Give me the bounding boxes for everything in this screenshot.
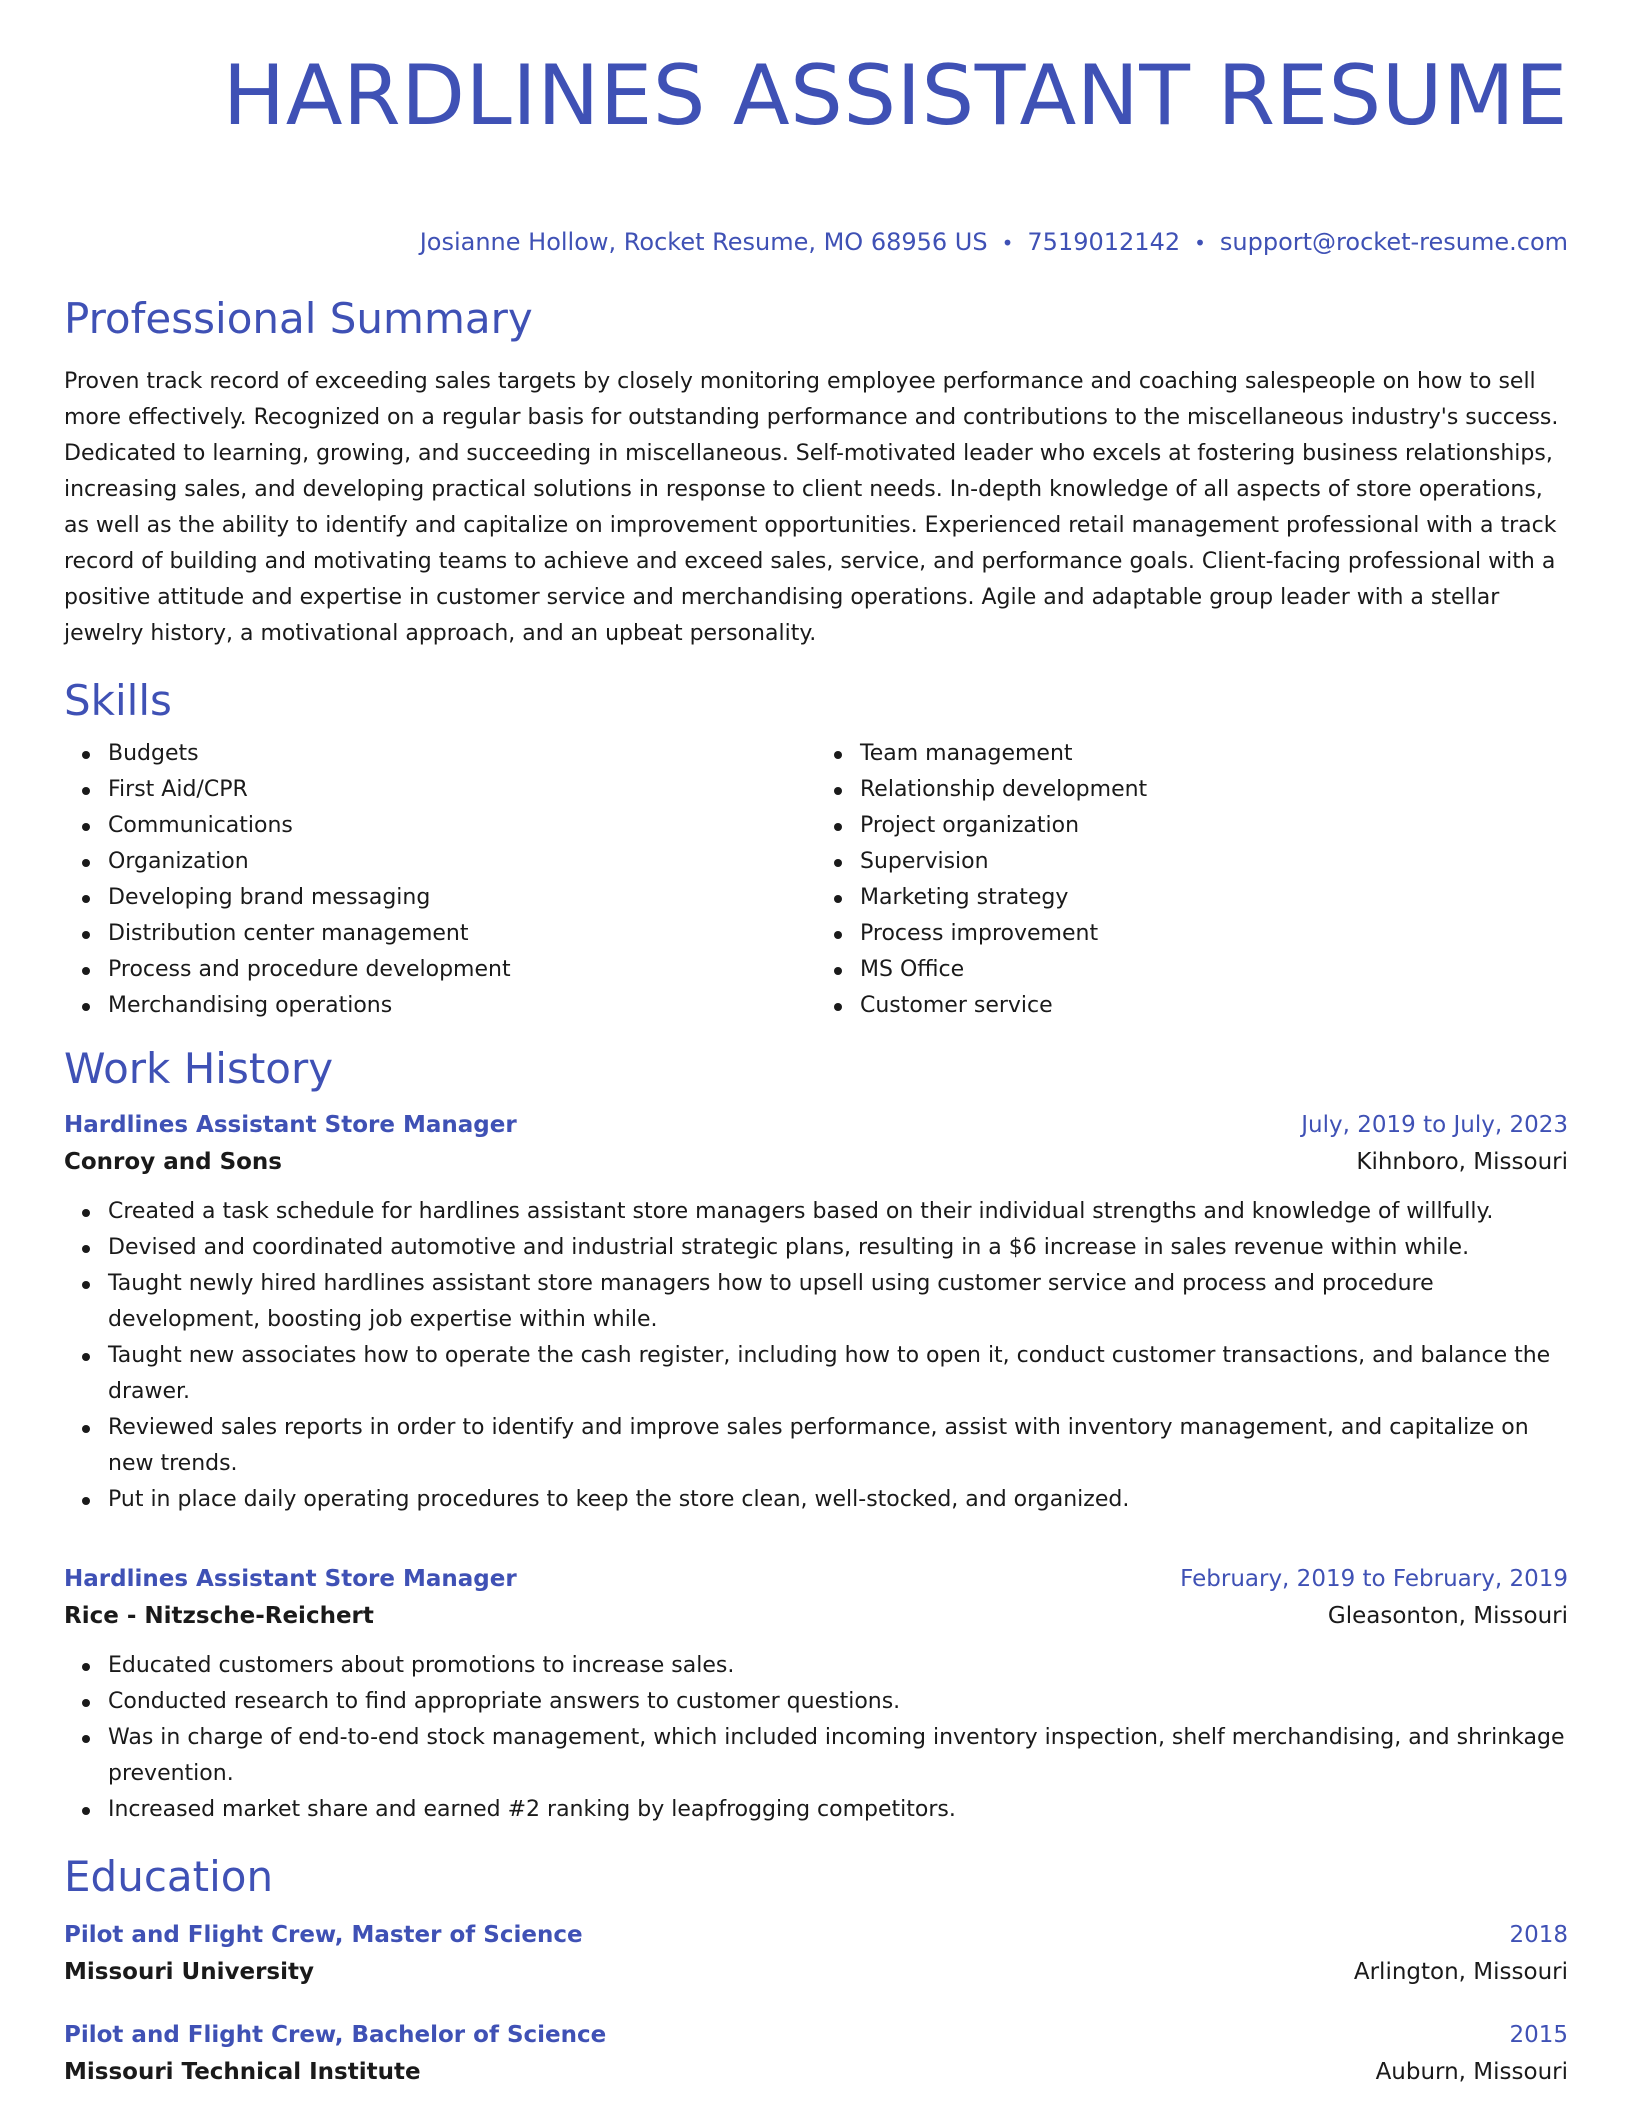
skill-item: Customer service <box>860 988 1568 1024</box>
job-company: Rice - Nitzsche-Reichert <box>64 1603 374 1629</box>
job-bullet: Taught newly hired hardlines assistant store managers how to upsell using customer service and process and procedure development, boosting job expertise within while. <box>108 1266 1568 1338</box>
education-school-row <box>64 1952 1568 1992</box>
contact-separator: • <box>1001 231 1014 255</box>
job-title: Hardlines Assistant Store Manager <box>64 1112 517 1138</box>
skill-item: Organization <box>108 844 816 880</box>
skill-item: Project organization <box>860 808 1568 844</box>
job-bullet: Was in charge of end-to-end stock management, which included incoming inventory inspection, shelf merchandising, and shrinkage prevention. <box>108 1720 1568 1792</box>
summary-section <box>64 294 1568 652</box>
work-history-section <box>64 1044 1568 1828</box>
job-bullet: Created a task schedule for hardlines assistant store managers based on their individual strengths and knowledge of willfully. <box>108 1194 1568 1230</box>
skill-item: First Aid/CPR <box>108 772 816 808</box>
resume-title: HARDLINES ASSISTANT RESUME <box>222 47 1568 144</box>
job-header-row <box>64 1562 1568 1596</box>
job-company-row <box>64 1142 1568 1182</box>
skill-item: Communications <box>108 808 816 844</box>
skill-item: Distribution center management <box>108 916 816 952</box>
education-section <box>64 1852 1568 2092</box>
job-location: Kihnboro, Missouri <box>1356 1149 1568 1175</box>
skill-item: Process improvement <box>860 916 1568 952</box>
contact-phone: 7519012142 <box>1027 228 1181 256</box>
education-header-row <box>64 2018 1568 2052</box>
skill-item: Team management <box>860 736 1568 772</box>
job-entry <box>64 1562 1568 1828</box>
summary-text: Proven track record of exceeding sales targets by closely monitoring employee performance and coaching salespeople on how to sell more effectively. Recognized on a regular basis for outstanding performance and contributions to the miscellaneous industry's success. Dedicated to learning, growing, and succeeding in miscellaneous. Self-motivated leader who excels at fostering business relationships, increasing sales, and developing practical solutions in response to client needs. In-depth knowledge of all aspects of store operations, as well as the ability to identify and capitalize on improvement opportunities. Experienced retail management professional with a track record of building and motivating teams to achieve and exceed sales, service, and performance goals. Client-facing professional with a positive attitude and expertise in customer service and merchandising operations. Agile and adaptable group leader with a stellar jewelry history, a motivational approach, and an upbeat personality. <box>64 369 1559 646</box>
education-year: 2018 <box>1509 1922 1568 1948</box>
job-bullet: Educated customers about promotions to increase sales. <box>108 1648 1568 1684</box>
job-dates: July, 2019 to July, 2023 <box>1301 1112 1568 1138</box>
job-bullet: Increased market share and earned #2 ranking by leapfrogging competitors. <box>108 1792 1568 1828</box>
job-bullet: Taught new associates how to operate the cash register, including how to open it, conduct customer transactions, and balance the drawer. <box>108 1338 1568 1410</box>
job-bullet-list <box>64 1648 1568 1828</box>
education-heading: Education <box>64 1852 274 1901</box>
skill-item: Merchandising operations <box>108 988 816 1024</box>
education-header-row <box>64 1918 1568 1952</box>
skill-item: Budgets <box>108 736 816 772</box>
contact-address: Josianne Hollow, Rocket Resume, MO 68956 US <box>419 228 988 256</box>
job-bullet: Put in place daily operating procedures to keep the store clean, well-stocked, and organized. <box>108 1482 1568 1518</box>
education-location: Auburn, Missouri <box>1375 2059 1568 2085</box>
skills-list-left <box>64 736 816 1024</box>
education-school-row <box>64 2052 1568 2092</box>
education-location: Arlington, Missouri <box>1353 1959 1568 1985</box>
skills-section <box>64 676 1568 1024</box>
job-company: Conroy and Sons <box>64 1149 282 1175</box>
education-school: Missouri Technical Institute <box>64 2059 421 2085</box>
skill-item: MS Office <box>860 952 1568 988</box>
skill-item: Supervision <box>860 844 1568 880</box>
education-entry <box>64 1918 1568 1992</box>
contact-line <box>64 227 1568 258</box>
contact-email: support@rocket-resume.com <box>1219 228 1568 256</box>
skills-heading: Skills <box>64 676 172 725</box>
work-history-heading: Work History <box>64 1044 334 1093</box>
job-bullet: Conducted research to find appropriate answers to customer questions. <box>108 1684 1568 1720</box>
skills-list-right <box>816 736 1568 1024</box>
skills-columns <box>64 736 1568 1024</box>
education-degree: Pilot and Flight Crew, Master of Science <box>64 1922 583 1948</box>
education-school: Missouri University <box>64 1959 314 1985</box>
job-location: Gleasonton, Missouri <box>1327 1603 1568 1629</box>
skill-item: Marketing strategy <box>860 880 1568 916</box>
job-entry <box>64 1108 1568 1518</box>
education-year: 2015 <box>1509 2022 1568 2048</box>
job-title: Hardlines Assistant Store Manager <box>64 1566 517 1592</box>
job-dates: February, 2019 to February, 2019 <box>1180 1566 1568 1592</box>
job-bullet-list <box>64 1194 1568 1518</box>
education-entry <box>64 2018 1568 2092</box>
summary-heading: Professional Summary <box>64 294 533 343</box>
job-bullet: Devised and coordinated automotive and industrial strategic plans, resulting in a $6 increase in sales revenue within while. <box>108 1230 1568 1266</box>
job-company-row <box>64 1596 1568 1636</box>
skill-item: Relationship development <box>860 772 1568 808</box>
skill-item: Developing brand messaging <box>108 880 816 916</box>
education-degree: Pilot and Flight Crew, Bachelor of Science <box>64 2022 607 2048</box>
job-bullet: Reviewed sales reports in order to identify and improve sales performance, assist with inventory management, and capitalize on new trends. <box>108 1410 1568 1482</box>
job-header-row <box>64 1108 1568 1142</box>
contact-separator: • <box>1194 231 1206 255</box>
skill-item: Process and procedure development <box>108 952 816 988</box>
